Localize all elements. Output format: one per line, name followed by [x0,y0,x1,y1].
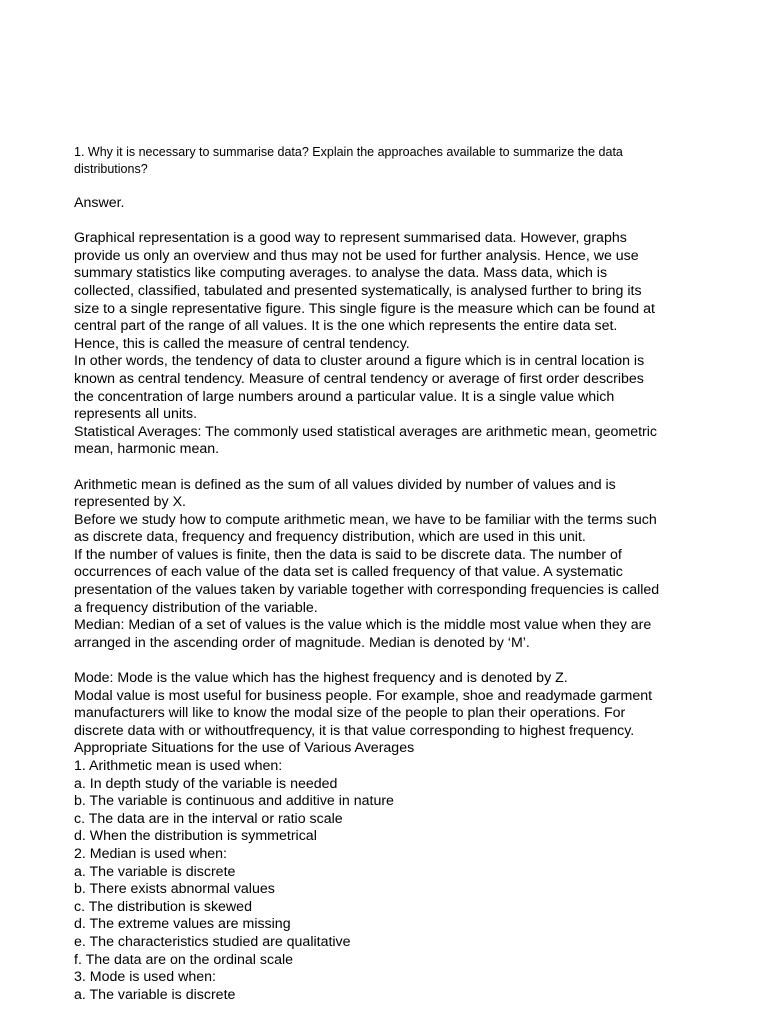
paragraph [74,230,724,459]
text-line: Arithmetic mean is defined as the sum of all values divided by number of values and is [74,476,616,493]
question-line: distributions? [74,162,148,176]
text-line: Median: Median of a set of values is the value which is the middle most value when they are [74,617,652,634]
text-line: a. In depth study of the variable is needed [74,775,338,792]
text-line: as discrete data, frequency and frequency distribution, which are used in this unit. [74,529,586,546]
text-line: known as central tendency. Measure of central tendency or average of first order describes [74,370,644,387]
text-line: Before we study how to compute arithmetic mean, we have to be familiar with the terms such [74,511,657,528]
text-line: In other words, the tendency of data to cluster around a figure which is in central location is [74,353,645,370]
text-line: represented by X. [74,494,186,511]
text-line: Statistical Averages: The commonly used statistical averages are arithmetic mean, geometric [74,423,658,440]
text-line: Appropriate Situations for the use of Various Averages [74,740,415,757]
answer-label: Answer. [74,195,125,211]
text-line: b. The variable is continuous and additive in nature [74,793,394,810]
text-line: 2. Median is used when: [74,845,228,862]
text-line: a. The variable is discrete [74,863,236,880]
text-line: f. The data are on the ordinal scale [74,951,293,968]
text-line: size to a single representative figure. This single figure is the measure which can be found at [74,300,655,317]
text-line: summary statistics like computing averages. to analyse the data. Mass data, which is [74,265,608,282]
text-line: c. The data are in the interval or ratio scale [74,810,343,827]
answer-body [74,230,724,1004]
text-line: If the number of values is finite, then the data is said to be discrete data. The number of [74,546,622,563]
paragraph-gap [74,652,724,670]
text-line: arranged in the ascending order of magnitude. Median is denoted by ‘M’. [74,634,530,651]
paragraph-gap [74,459,724,477]
text-line: 1. Arithmetic mean is used when: [74,758,283,774]
text-line: the concentration of large numbers around a particular value. It is a single value which [74,388,615,405]
text-line: 3. Mode is used when: [74,969,216,986]
text-line: Hence, this is called the measure of central tendency. [74,335,410,352]
text-line: d. When the distribution is symmetrical [74,828,317,845]
paragraph [74,670,724,1004]
text-line: central part of the range of all values. It is the one which represents the entire data set. [74,318,618,335]
document-page [74,144,724,1004]
text-line: Mode: Mode is the value which has the highest frequency and is denoted by Z. [74,670,568,687]
text-line: manufacturers will like to know the modal size of the people to plan their operations. For [74,705,626,722]
text-line: represents all units. [74,406,198,423]
text-line: occurrences of each value of the data set is called frequency of that value. A systematic [74,564,623,581]
text-line: c. The distribution is skewed [74,898,252,915]
text-line: discrete data with or withoutfrequency, it is that value corresponding to highest frequency. [74,722,635,739]
text-line: Modal value is most useful for business people. For example, shoe and readymade garment [74,687,653,704]
text-line: e. The characteristics studied are qualitative [74,933,351,950]
paragraph [74,477,724,653]
text-line: a. The variable is discrete [74,986,236,1003]
question-line: 1. Why it is necessary to summarise data? Explain the approaches available to summarize the data [74,145,623,159]
text-line: Graphical representation is a good way to represent summarised data. However, graphs [74,230,627,247]
text-line: collected, classified, tabulated and presented systematically, is analysed further to bring its [74,282,642,299]
question-text [74,144,724,178]
text-line: d. The extreme values are missing [74,916,291,933]
text-line: mean, harmonic mean. [74,441,220,458]
text-line: presentation of the values taken by variable together with corresponding frequencies is called [74,582,660,599]
text-line: b. There exists abnormal values [74,881,275,898]
text-line: a frequency distribution of the variable. [74,599,318,616]
text-line: provide us only an overview and thus may not be used for further analysis. Hence, we use [74,247,639,264]
